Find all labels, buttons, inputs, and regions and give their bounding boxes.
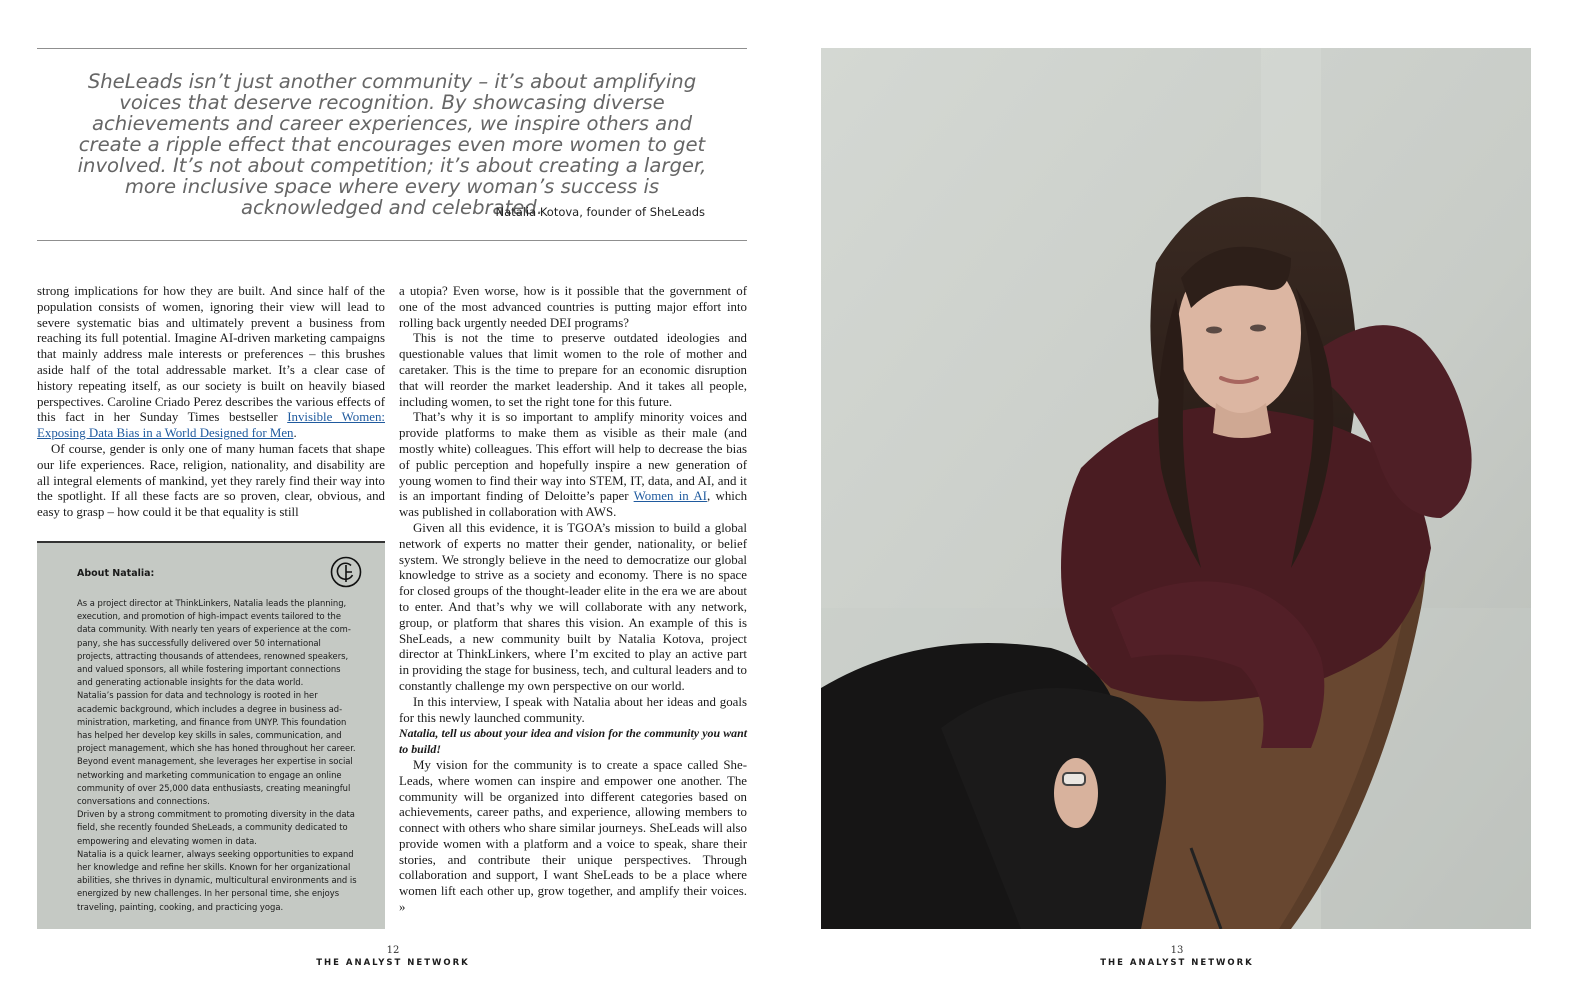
portrait-photo [821, 48, 1531, 929]
article-column-2 [399, 284, 747, 916]
article-column-1 [37, 284, 385, 521]
paragraph: Given all this evidence, it is TGOA’s mission to build a global network of experts no matter their gender, nationality, or belief system. We strongly believe in the need to democratize our global knowledge to strive as a society and economy. There is no space for closed groups of the thought-leader elite in the era we are about to enter. And that’s why we will collaborate with any network, group, or platform that shares this vision. An example of this is SheLeads, a new community built by Natalia Kotova, project director at ThinkLinkers, where I’m excited to play an active part in providing the stage for business, tech, and cultural leaders and to constantly challenge my own perspective on our world. [399, 520, 747, 693]
women-in-ai-link[interactable]: Women in AI [633, 489, 707, 504]
page-number: 13 [1170, 945, 1184, 956]
paragraph [37, 284, 385, 442]
paragraph: This is not the time to preserve outdated ideologies and questionable values that limit women to the role of mother and caretaker. This is the time to prepare for an economic disruption that will reorder the market leadership. And it takes all people, including women, to set the right tone for this future. [399, 331, 747, 409]
bio-paragraph: Natalia’s passion for data and technology is rooted in her academic background, which includes a degree in business administration, marketing, and finance from UNYP. This foundation has helped her develop key skills in sales, communication, and project management, which she has honed throughout her career. Beyond event management, she leverages her expertise in social networking and marketing communication to engage an online community of over 25,000 data enthusiasts, creating meaningful conversations and connections. [77, 690, 356, 807]
paragraph: a utopia? Even worse, how is it possible that the government of one of the most advanced countries is putting major effort into rolling back urgently needed DEI programs? [399, 284, 747, 330]
network-logo-icon [330, 556, 362, 588]
paragraph [399, 410, 747, 521]
paragraph-text: , which was published in collaboration with AWS. [399, 489, 748, 520]
quote-top-rule [37, 48, 747, 49]
left-page-footer [293, 945, 493, 968]
quote-attribution: Natalia Kotova, founder of SheLeads [495, 205, 705, 219]
paragraph-text: strong implications for how they are built. And since half of the population consists of women, ignoring their view will lead to severe systematic bias and ultimately prevent a business from reaching its full potential. Imagine AI-driven marketing campaigns that mainly address male interests or preferences – this brushes aside half of the total addressable market. It’s a clear case of history repeating itself, as our society is built on heavily biased perspectives. Caroline Criado Perez describes the various effects of this fact in her Sunday Times bestseller [37, 284, 385, 425]
bio-paragraph: As a project director at ThinkLinkers, Natalia leads the planning, execution, and promotion of high-impact events tailored to the data community. With nearly ten years of experience at the company, she has successfully delivered over 50 international projects, attracting thousands of attendees, renowned speakers, and valued sponsors, all while fostering important connections and generating actionable insights for the data world. [77, 598, 351, 688]
interview-question: Natalia, tell us about your idea and vision for the community you want to build! [399, 726, 747, 757]
quote-bottom-rule [37, 240, 747, 241]
invisible-women-link[interactable]: Invisible Women: Exposing Data Bias in a World Designed for Men [37, 410, 385, 441]
right-page-footer [1077, 945, 1277, 968]
portrait-illustration [821, 48, 1531, 929]
pull-quote: SheLeads isn’t just another community – it’s about amplifying voices that deserve recognition. By showcasing diverse achievements and career experiences, we inspire others and create a ripple effect that encourages even more women to get involved. It’s not about competition; it’s about creating a larger, more inclusive space where every woman’s success is acknowledged and celebrated. [77, 70, 707, 219]
bio-paragraph: Driven by a strong commitment to promoting diversity in the data field, she recently founded SheLeads, a community dedicated to empowering and elevating women in data. [77, 809, 355, 846]
paragraph-text: . [293, 426, 297, 441]
publication-name: THE ANALYST NETWORK [316, 958, 470, 968]
bio-paragraph: Natalia is a quick learner, always seeking opportunities to expand her knowledge and refine her skills. Known for her organizational abilities, she thrives in dynamic, multicultural environments and is energized by new challenges. In her personal time, she enjoys traveling, painting, cooking, and practicing yoga. [77, 848, 357, 912]
bio-heading: About Natalia: [77, 568, 155, 579]
publication-name: THE ANALYST NETWORK [1100, 958, 1254, 968]
page-number: 12 [386, 945, 400, 956]
paragraph: My vision for the community is to create a space called SheLeads, where women can inspire and empower one another. The community will be organized into different categories based on achievements, career paths, and experience, allowing members to connect with others who share similar journeys. SheLeads will also provide women with a platform and a voice to speak, share their stories, and contribute their unique perspectives. Through collaboration and support, I want SheLeads to be a place where women lift each other up, grow together, and amplify their voices. » [399, 757, 747, 915]
paragraph: Of course, gender is only one of many human facets that shape our life experiences. Race, religion, nationality, and disability are all integral elements of mankind, yet they rarely find their way into the spotlight. If all these facts are so proven, clear, obvious, and easy to grasp – how could it be that equality is still [37, 441, 385, 520]
about-natalia-box [37, 541, 385, 929]
paragraph: In this interview, I speak with Natalia about her ideas and goals for this newly launched community. [399, 694, 747, 725]
paragraph-text: That’s why it is so important to amplify minority voices and provide platforms to make them as visible as their male (and mostly white) colleagues. This effort will help to decrease the bias of public perception and hopefully inspire a new generation of young women to find their way into STEM, IT, data, and AI, and it is an important finding of Deloitte’s paper [399, 410, 747, 504]
